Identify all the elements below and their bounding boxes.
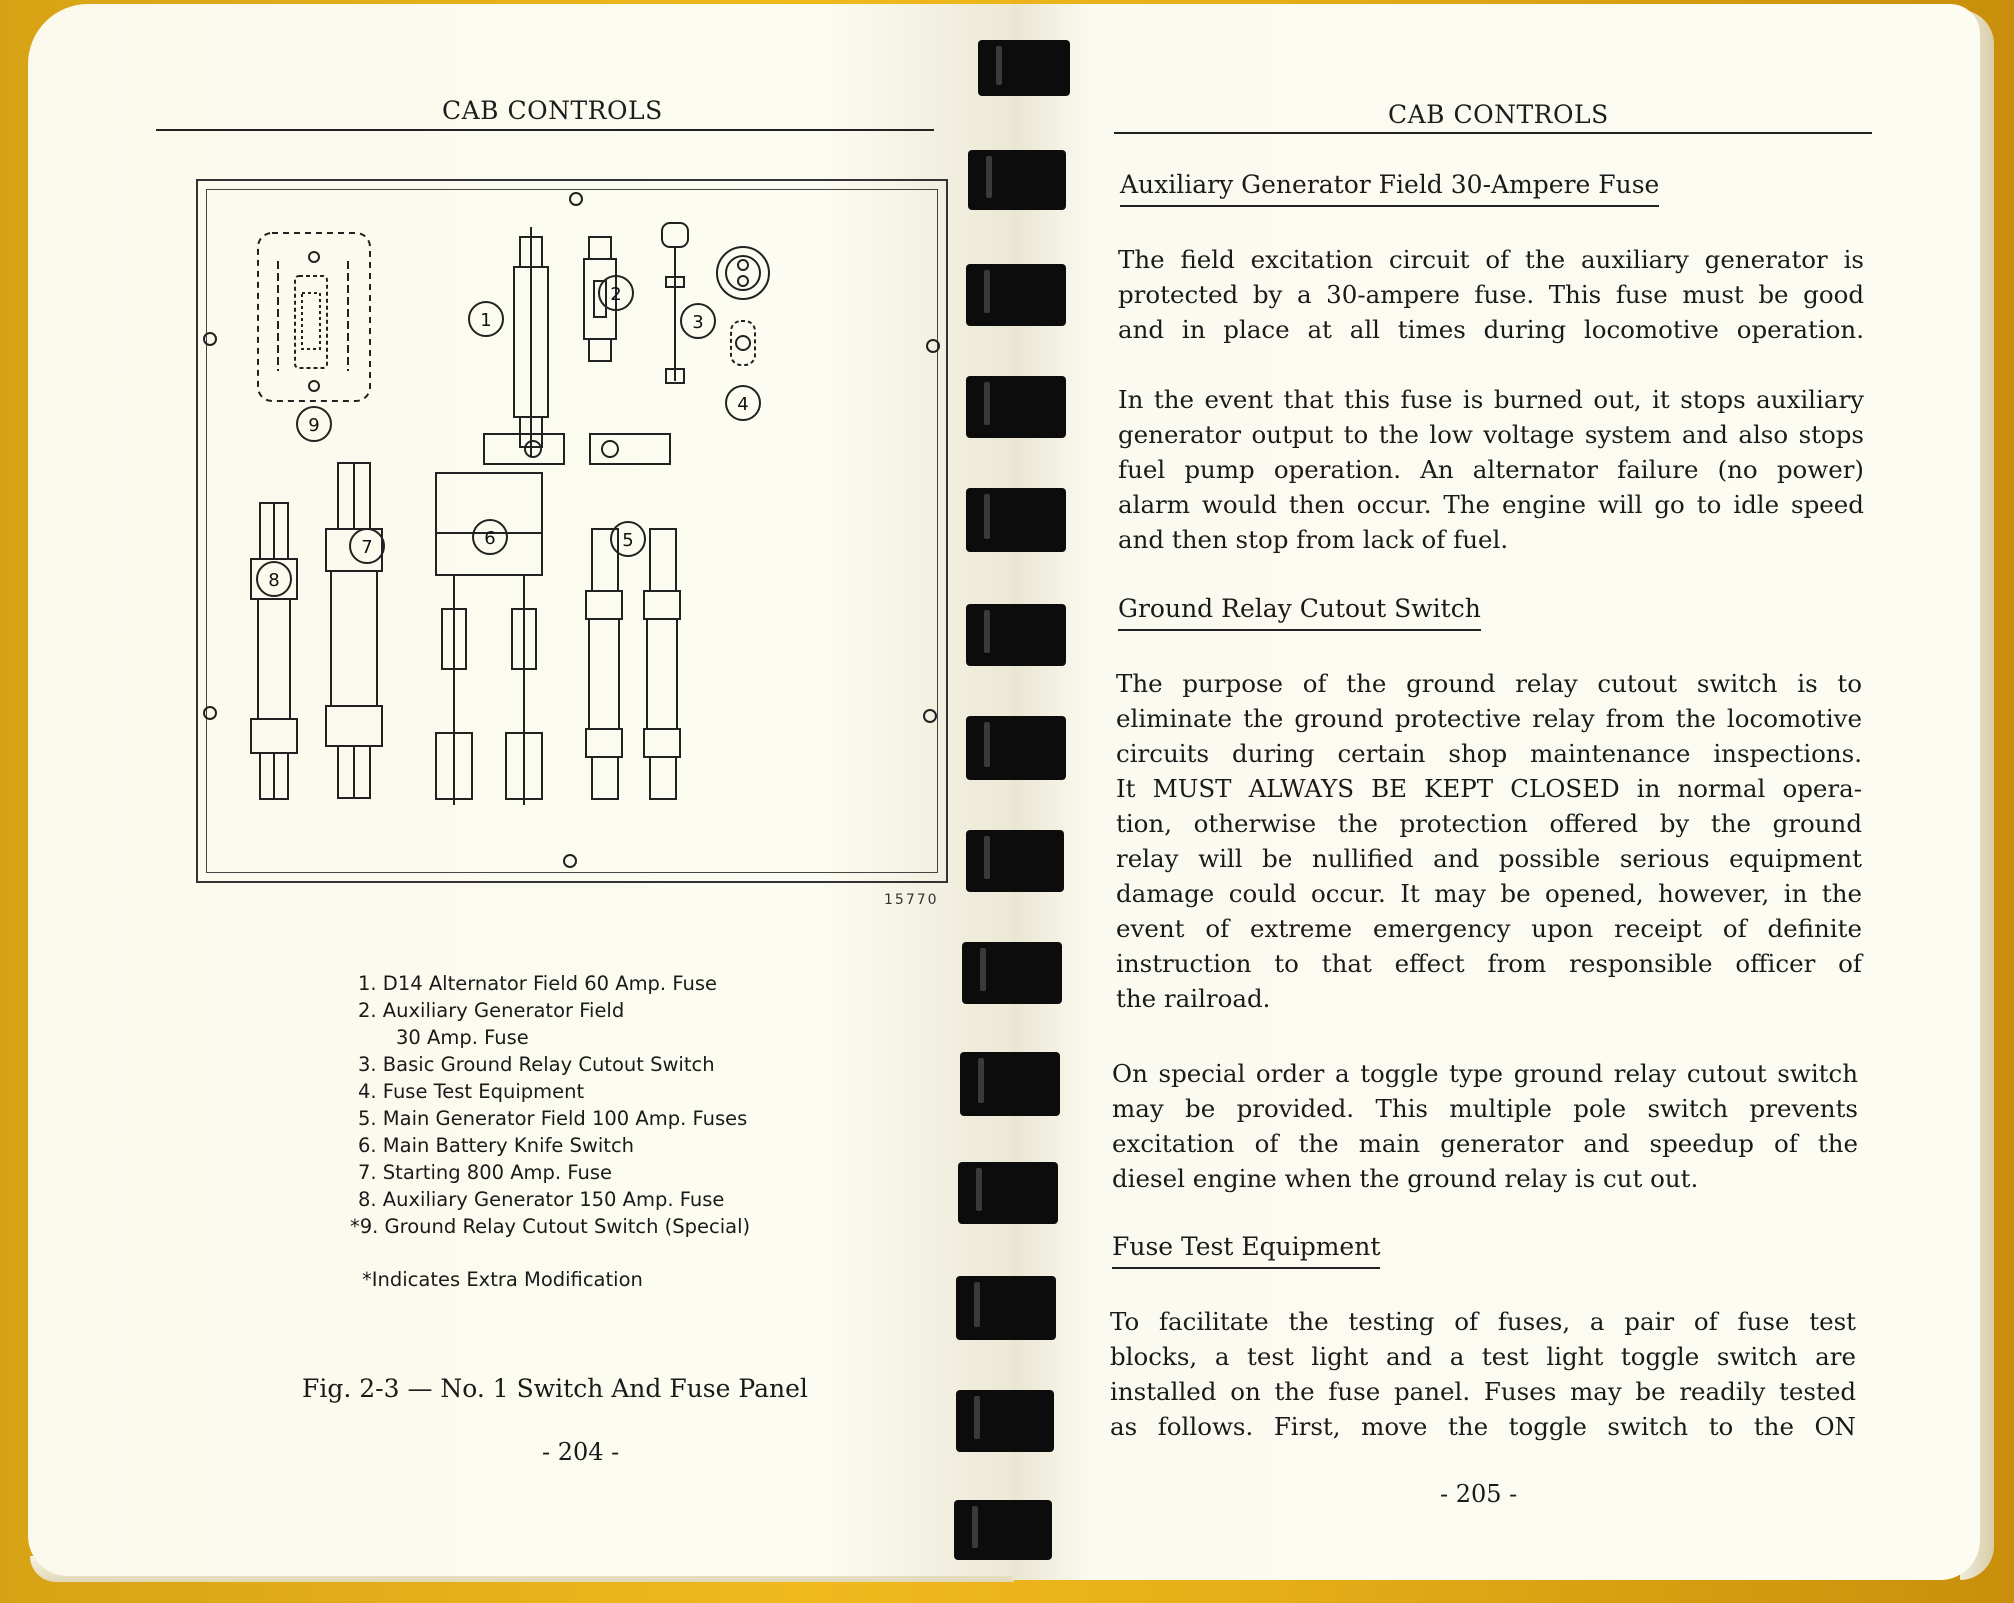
callout-7: 7: [361, 537, 373, 558]
paragraph: On special order a toggle type ground relay cutout switch may be provided. This multiple pole switch prevents excitation of the main generator and speedup of the diesel engine when the ground relay is cut out.: [1112, 1059, 1858, 1193]
section-title: Ground Relay Cutout Switch: [1118, 594, 1481, 631]
fuse-panel-figure: [196, 179, 948, 883]
legend-item: 2. Auxiliary Generator Field: [358, 999, 625, 1022]
page-number: - 204 -: [542, 1438, 620, 1466]
paragraph: The purpose of the ground relay cutout switch is to eliminate the ground protective relay from the locomotive circuits during certain shop maintenance inspections. It MUST ALWAYS BE KEPT CLOSED in normal opera- tion, otherwise the protection offered by the ground relay will be nullified and possible serious equipment damage could occur. It may be opened, however, in the event of extreme emergency upon receipt of definite instruction to that effect from responsible officer of the railroad.: [1116, 669, 1862, 1013]
callout-3: 3: [692, 312, 704, 333]
legend-item: 4. Fuse Test Equipment: [358, 1080, 585, 1103]
callout-1: 1: [480, 310, 492, 331]
callout-2: 2: [610, 284, 622, 305]
section-title: Auxiliary Generator Field 30-Ampere Fuse: [1120, 170, 1659, 207]
figure-caption: Fig. 2-3 — No. 1 Switch And Fuse Panel: [302, 1374, 808, 1403]
section-title: Fuse Test Equipment: [1112, 1232, 1380, 1269]
callout-6: 6: [484, 528, 496, 549]
legend-item: 7. Starting 800 Amp. Fuse: [358, 1161, 612, 1184]
legend-item: *9. Ground Relay Cutout Switch (Special): [350, 1215, 751, 1238]
paragraph: The field excitation circuit of the auxiliary generator is protected by a 30-ampere fuse. This fuse must be good and in place at all times during locomotive operation.: [1118, 245, 1864, 344]
figure-legend: [350, 970, 751, 1240]
right-page: [1012, 4, 1980, 1580]
left-page: [28, 4, 1016, 1576]
header-rule: [1114, 132, 1872, 134]
page-number: - 205 -: [1440, 1480, 1518, 1508]
callout-9: 9: [308, 415, 320, 436]
legend-item: 1. D14 Alternator Field 60 Amp. Fuse: [358, 972, 717, 995]
paragraph: In the event that this fuse is burned out, it stops auxiliary generator output to the low voltage system and also stops fuel pump operation. An alternator failure (no power) alarm would then occur. The engine will go to idle speed and then stop from lack of fuel.: [1118, 385, 1864, 554]
modification-note: *Indicates Extra Modification: [362, 1268, 643, 1291]
legend-item: 3. Basic Ground Relay Cutout Switch: [358, 1053, 715, 1076]
paragraph: To facilitate the testing of fuses, a pair of fuse test blocks, a test light and a test light toggle switch are installed on the fuse panel. Fuses may be readily tested as follows. First, move the toggle switch to the ON: [1110, 1307, 1856, 1441]
page-header: CAB CONTROLS: [442, 96, 663, 125]
legend-item: 5. Main Generator Field 100 Amp. Fuses: [358, 1107, 748, 1130]
header-rule: [156, 129, 934, 131]
callout-4: 4: [737, 394, 749, 415]
fuse-panel-diagram: [198, 181, 946, 881]
page-header: CAB CONTROLS: [1388, 100, 1609, 129]
figure-id: 15770: [884, 892, 939, 908]
legend-item: 8. Auxiliary Generator 150 Amp. Fuse: [358, 1188, 725, 1211]
legend-item: 30 Amp. Fuse: [396, 1026, 529, 1049]
legend-item: 6. Main Battery Knife Switch: [358, 1134, 635, 1157]
callout-5: 5: [622, 530, 634, 551]
callout-8: 8: [268, 570, 280, 591]
